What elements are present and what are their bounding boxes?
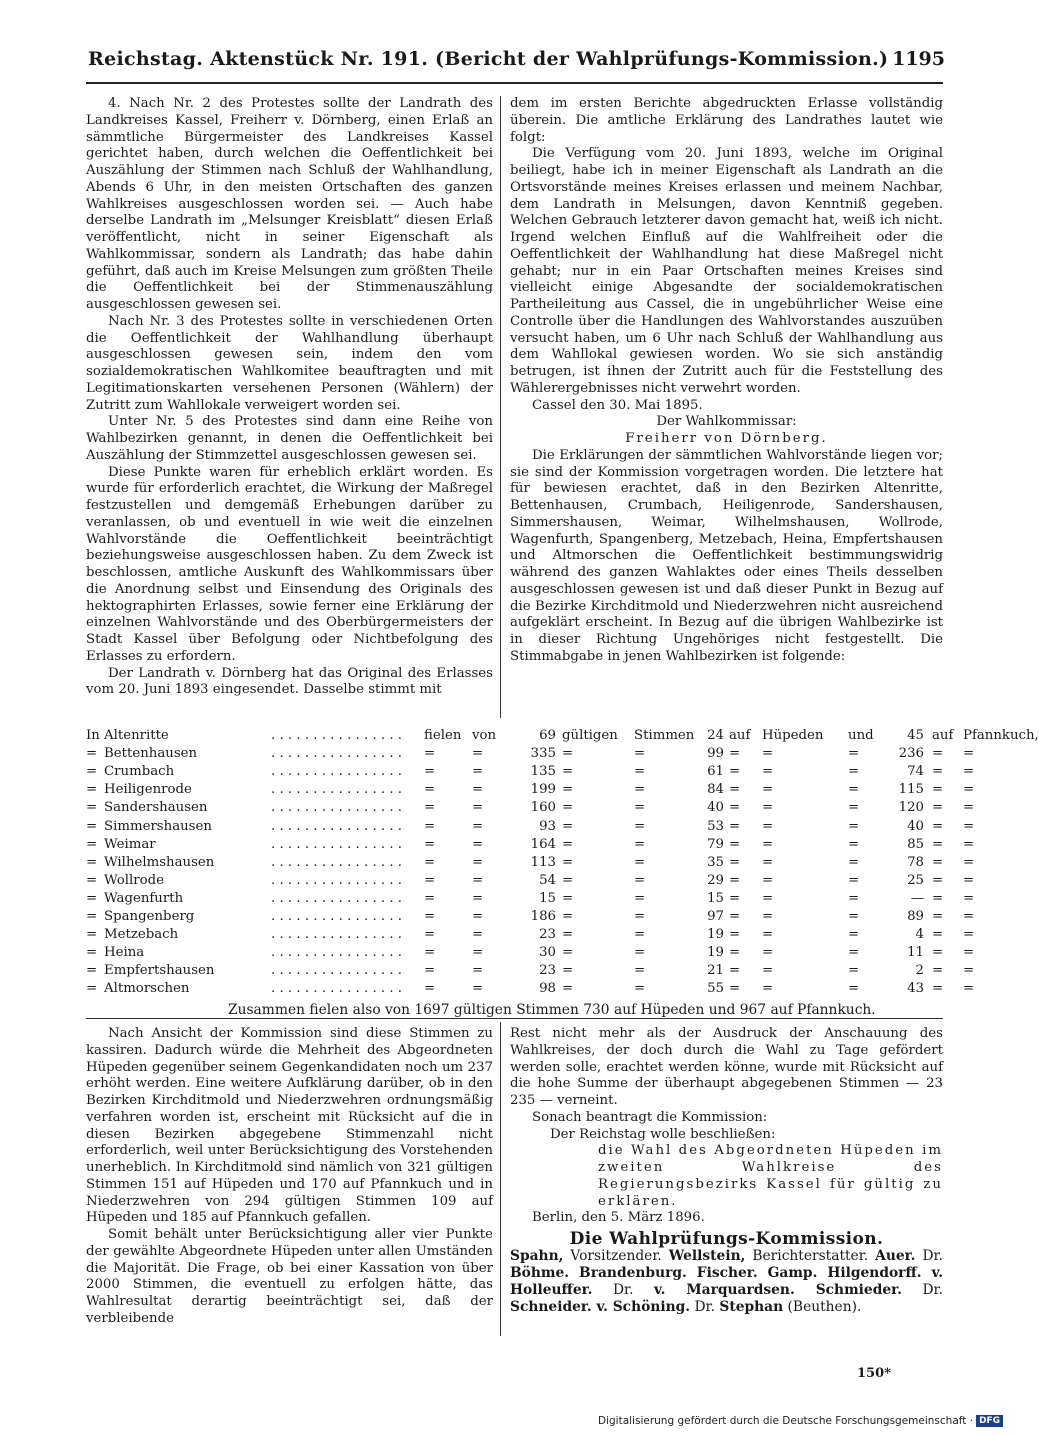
paragraph: Unter Nr. 5 des Protestes sind dann eine Reihe von Wahlbezirken genannt, in denen die Oeffentlichkeit bei Auszählung der Stimmzettel ausgeschlossen gewesen sei. <box>86 414 493 463</box>
hupeden-votes: 79 <box>707 836 724 852</box>
leader-dots: . . . . . . . . . . . . . . . . <box>271 872 403 888</box>
und-cell: = <box>848 872 860 888</box>
page-header <box>60 42 945 76</box>
preposition-cell: von <box>472 728 497 743</box>
preposition-cell: = <box>472 746 484 762</box>
candidate-pfannkuch: = <box>963 927 975 943</box>
und-cell: = <box>848 818 860 834</box>
table-row <box>86 963 975 981</box>
auf-cell: = <box>729 818 741 834</box>
district-name: Wilhelmshausen <box>104 854 215 870</box>
hupeden-votes: 21 <box>707 963 724 979</box>
candidate-pfannkuch: = <box>963 909 975 924</box>
auf-cell: = <box>932 764 944 780</box>
paragraph: dem im ersten Berichte abgedruckten Erlasse vollständig überein. Die amtliche Erklärung des Landrathes lautet wie folgt: <box>510 96 943 145</box>
district-name: Empfertshausen <box>104 963 215 979</box>
signature-name: Freiherr von Dörnberg. <box>625 431 828 446</box>
district-name: Altmorschen <box>104 981 190 997</box>
auf-cell: = <box>729 927 741 943</box>
total-votes: 30 <box>539 945 556 961</box>
auf-cell: = <box>729 872 741 888</box>
total-votes: 335 <box>530 746 556 762</box>
valid-cell: = <box>562 836 574 852</box>
valid-cell: = <box>562 927 574 943</box>
paragraph: Diese Punkte waren für erheblich erklärt worden. Es wurde für erforderlich erachtet, die Wirkung der Maßregel festzustellen und demgemäß Erhebungen darüber zu veranlassen, ob und eventuell in wie weit die einzelnen Wahlvorstände die Oeffentlichkeit beeinträchtigt beziehungsweise ausgeschlossen haben. Zu dem Zweck ist beschlossen, amtliche Auskunft des Wahlkommissars über die Anordnung selbst und Einsendung des Originals des hektographirten Erlasses, sowie ferner eine Erklärung der einzelnen Wahlvorstände und des Oberbürgermeisters der Stadt Kassel über Befolgung oder Nichtbefolgung des Erlasses zu erfordern. <box>86 464 493 664</box>
valid-cell: = <box>562 782 574 798</box>
candidate-hupeden: = <box>762 963 774 979</box>
table-row <box>86 927 975 945</box>
pfannkuch-votes: — <box>910 890 924 906</box>
pfannkuch-votes: 78 <box>907 854 924 870</box>
valid-cell: = <box>562 981 574 997</box>
hupeden-votes: 19 <box>707 945 724 961</box>
verb-cell: = <box>424 764 436 780</box>
hupeden-votes: 84 <box>707 782 724 798</box>
und-cell: = <box>848 981 860 997</box>
total-votes: 69 <box>539 728 556 743</box>
right-column-lower <box>510 1026 943 1316</box>
total-votes: 93 <box>539 818 556 834</box>
candidate-hupeden: = <box>762 836 774 852</box>
hupeden-votes: 29 <box>707 872 724 888</box>
candidate-pfannkuch: = <box>963 945 975 961</box>
table-row <box>86 890 975 909</box>
auf-cell: = <box>932 872 944 888</box>
table-row <box>86 945 975 963</box>
valid-cell: = <box>562 872 574 888</box>
title-prefix: Dr. <box>922 1281 943 1298</box>
running-title: Reichstag. Aktenstück Nr. 191. (Bericht der Wahlprüfungs-Kommission.) <box>88 48 889 70</box>
district-prefix: = <box>86 746 98 762</box>
candidate-pfannkuch: = <box>963 872 975 888</box>
auf-cell: = <box>932 945 944 961</box>
auf-cell: = <box>729 782 741 798</box>
preposition-cell: = <box>472 981 484 997</box>
auf-cell: auf <box>932 728 954 743</box>
votes-word-cell: = <box>634 872 646 888</box>
und-cell: = <box>848 836 860 852</box>
column-divider <box>500 96 501 718</box>
und-cell: = <box>848 800 860 816</box>
auf-cell: = <box>729 909 741 924</box>
und-cell: = <box>848 890 860 906</box>
paragraph: Die Erklärungen der sämmtlichen Wahlvorstände liegen vor; sie sind der Kommission vorgetragen worden. Die letztere hat für bewiesen erachtet, daß in den Bezirken Altenritte, Bettenhausen, Crumbach, Heiligenrode, Sandershausen, Simmershausen, Weimar, Wilhelmshausen, Wollrode, Wagenfurth, Spangenberg, Metzebach, Heina, Empfertshausen und Altmorschen die Oeffentlichkeit bestimmungswidrig während des ganzen Wahlaktes oder eines Theils desselben ausgeschlossen gewesen ist und daß dieser Punkt in Bezug auf die Bezirke Kirchditmold und Niederzwehren nicht ausreichend aufgeklärt erscheint. In Bezug auf die übrigen Wahlbezirke ist in dieser Richtung Ungehöriges nicht festgestellt. Die Stimmabgabe in jenen Wahlbezirken ist folgende: <box>510 447 943 664</box>
title-prefix: Dr. <box>690 1298 720 1315</box>
hupeden-votes: 35 <box>707 854 724 870</box>
verb-cell: = <box>424 927 436 943</box>
table-row <box>86 746 975 764</box>
verb-cell: fielen <box>424 728 462 743</box>
pfannkuch-votes: 11 <box>907 945 924 961</box>
auf-cell: = <box>729 764 741 780</box>
preposition-cell: = <box>472 764 484 780</box>
header-rule <box>86 82 943 84</box>
und-cell: = <box>848 854 860 870</box>
motion-text: die Wahl des Abgeordneten Hüpeden im zweiten Wahlkreise des Regierungsbezirks Kassel für gültig zu erklären. <box>598 1143 943 1209</box>
pfannkuch-votes: 2 <box>915 963 924 979</box>
hupeden-votes: 40 <box>707 800 724 816</box>
paragraph: Der Landrath v. Dörnberg hat das Original des Erlasses vom 20. Juni 1893 eingesendet. Dasselbe stimmt mit <box>86 665 493 698</box>
table-row <box>86 818 975 837</box>
signatory: Böhme. Brandenburg. Fischer. Gamp. Hilgendorff. v. Holleuffer. <box>510 1264 943 1298</box>
leader-dots: . . . . . . . . . . . . . . . . <box>271 927 403 943</box>
und-cell: = <box>848 945 860 961</box>
verb-cell: = <box>424 981 436 997</box>
district-prefix: In <box>86 728 100 743</box>
signatory: Schneider. v. Schöning. <box>510 1298 691 1315</box>
preposition-cell: = <box>472 945 484 961</box>
hupeden-votes: 53 <box>707 818 724 834</box>
district-name: Bettenhausen <box>104 746 198 762</box>
auf-cell: = <box>729 836 741 852</box>
district-name: Sandershausen <box>104 800 208 816</box>
votes-word-cell: = <box>634 800 646 816</box>
auf-cell: = <box>729 981 741 997</box>
preposition-cell: = <box>472 854 484 870</box>
preposition-cell: = <box>472 800 484 816</box>
title-prefix: Dr. <box>922 1247 943 1264</box>
verb-cell: = <box>424 890 436 906</box>
valid-cell: = <box>562 764 574 780</box>
leader-dots: . . . . . . . . . . . . . . . . <box>271 800 403 816</box>
credit-text: Digitalisierung gefördert durch die Deutsche Forschungsgemeinschaft · <box>598 1415 974 1427</box>
place-date: Cassel den 30. Mai 1895. <box>532 397 703 413</box>
vote-summary: Zusammen fielen also von 1697 gültigen Stimmen 730 auf Hüpeden und 967 auf Pfannkuch. <box>228 1002 876 1018</box>
district-prefix: = <box>86 945 98 961</box>
auf-cell: = <box>729 746 741 762</box>
paragraph: Sonach beantragt die Kommission: <box>532 1109 768 1125</box>
district-prefix: = <box>86 890 98 906</box>
signatory: Stephan <box>719 1298 784 1315</box>
votes-word-cell: Stimmen <box>634 728 695 743</box>
total-votes: 23 <box>539 963 556 979</box>
leader-dots: . . . . . . . . . . . . . . . . <box>271 782 403 798</box>
pfannkuch-votes: 236 <box>898 746 924 762</box>
votes-word-cell: = <box>634 854 646 870</box>
votes-word-cell: = <box>634 890 646 906</box>
table-rule <box>86 1018 943 1019</box>
leader-dots: . . . . . . . . . . . . . . . . <box>271 836 403 852</box>
leader-dots: . . . . . . . . . . . . . . . . <box>271 728 403 743</box>
und-cell: = <box>848 963 860 979</box>
votes-word-cell: = <box>634 963 646 979</box>
district-prefix: = <box>86 818 98 834</box>
signature-role: Der Wahlkommissar: <box>656 414 797 430</box>
candidate-hupeden: = <box>762 764 774 780</box>
auf-cell: = <box>932 963 944 979</box>
auf-cell: = <box>932 981 944 997</box>
hupeden-votes: 99 <box>707 746 724 762</box>
candidate-pfannkuch: = <box>963 764 975 780</box>
district-prefix: = <box>86 981 98 997</box>
auf-cell: = <box>729 945 741 961</box>
table-row <box>86 854 975 873</box>
district-prefix: = <box>86 927 98 943</box>
candidate-hupeden: = <box>762 890 774 906</box>
right-column-upper <box>510 96 943 666</box>
signatories <box>510 1248 943 1316</box>
verb-cell: = <box>424 945 436 961</box>
pfannkuch-votes: 40 <box>907 818 924 834</box>
preposition-cell: = <box>472 963 484 979</box>
district-prefix: = <box>86 836 98 852</box>
candidate-pfannkuch: = <box>963 981 975 997</box>
district-name: Simmershausen <box>104 818 212 834</box>
signatory: v. Marquardsen. Schmieder. <box>654 1281 902 1298</box>
verb-cell: = <box>424 854 436 870</box>
auf-cell: auf <box>729 728 751 743</box>
votes-word-cell: = <box>634 981 646 997</box>
verb-cell: = <box>424 782 436 798</box>
district-name: Altenritte <box>104 728 169 743</box>
district-name: Heiligenrode <box>104 782 192 798</box>
auf-cell: = <box>932 782 944 798</box>
candidate-pfannkuch: = <box>963 854 975 870</box>
valid-cell: = <box>562 890 574 906</box>
candidate-pfannkuch: = <box>963 800 975 816</box>
paragraph: 4. Nach Nr. 2 des Protestes sollte der Landrath des Landkreises Kassel, Freiherr v. Dörnberg, einen Erlaß an sämmtliche Bürgermeister des Landkreises Kassel gerichtet haben, durch welchen die Oeffentlichkeit bei Auszählung der Stimmen nach Schluß der Wahlhandlung, Abends 6 Uhr, in den meisten Ortschaften des ganzen Wahlkreises ausgeschlossen worden sei. — Auch habe derselbe Landrath im „Melsunger Kreisblatt“ diesen Erlaß veröffentlicht, nicht in seiner Eigenschaft als Wahlkommissar, sondern als Landrath; das habe dahin geführt, daß auch im Kreise Melsungen zum größten Theile die Oeffentlichkeit bei der Stimmenauszählung ausgeschlossen gewesen sei. <box>86 96 493 312</box>
leader-dots: . . . . . . . . . . . . . . . . <box>271 890 403 906</box>
candidate-pfannkuch: = <box>963 782 975 798</box>
candidate-hupeden: = <box>762 782 774 798</box>
candidate-pfannkuch: Pfannkuch, <box>963 728 1039 743</box>
table-row <box>86 909 975 927</box>
pfannkuch-votes: 4 <box>915 927 924 943</box>
leader-dots: . . . . . . . . . . . . . . . . <box>271 854 403 870</box>
candidate-pfannkuch: = <box>963 836 975 852</box>
und-cell: = <box>848 927 860 943</box>
und-cell: = <box>848 764 860 780</box>
hupeden-votes: 61 <box>707 764 724 780</box>
left-column-upper <box>86 96 493 699</box>
dfg-logo-icon: DFG <box>976 1415 1003 1427</box>
paragraph: Rest nicht mehr als der Ausdruck der Anschauung des Wahlkreises, der doch durch die Wahl zu Tage gefördert werden solle, erachtet werden könne, wurde mit Rücksicht auf die hohe Summe der überhaupt abgegebenen Stimmen — 23 235 — verneint. <box>510 1026 943 1108</box>
auf-cell: = <box>932 818 944 834</box>
pfannkuch-votes: 115 <box>898 782 924 798</box>
signatory-role: Vorsitzender. <box>563 1247 669 1264</box>
district-name: Wollrode <box>104 872 165 888</box>
verb-cell: = <box>424 818 436 834</box>
column-divider <box>500 1022 501 1336</box>
votes-word-cell: = <box>634 746 646 762</box>
votes-word-cell: = <box>634 945 646 961</box>
votes-word-cell: = <box>634 909 646 924</box>
signatory: Wellstein, <box>668 1247 746 1264</box>
hupeden-votes: 97 <box>707 909 724 924</box>
valid-cell: = <box>562 818 574 834</box>
title-prefix: Dr. <box>592 1281 654 1298</box>
preposition-cell: = <box>472 890 484 906</box>
und-cell: und <box>848 728 874 743</box>
table-row <box>86 981 975 999</box>
table-row <box>86 800 975 818</box>
verb-cell: = <box>424 909 436 924</box>
total-votes: 23 <box>539 927 556 943</box>
leader-dots: . . . . . . . . . . . . . . . . <box>271 818 403 834</box>
votes-word-cell: = <box>634 927 646 943</box>
auf-cell: = <box>729 854 741 870</box>
paragraph: Nach Ansicht der Kommission sind diese Stimmen zu kassiren. Dadurch würde die Mehrheit des Abgeordneten Hüpeden gegenüber seinem Gegenkandidaten noch um 237 erhöht werden. Eine weitere Aufklärung darüber, ob in den Bezirken Kirchditmold und Niederzwehren ordnungsmäßig verfahren worden ist, erscheint mit Rücksicht auf die in diesen Bezirken abgegebene Stimmenzahl nicht erforderlich, weil unter Berücksichtigung des Vorstehenden unerheblich. In Kirchditmold sind nämlich von 321 gültigen Stimmen 151 auf Hüpeden und 170 auf Pfannkuch und in Niederzwehren von 294 gültigen Stimmen 109 auf Hüpeden und 185 auf Pfannkuch gefallen. <box>86 1026 493 1226</box>
pfannkuch-votes: 25 <box>907 872 924 888</box>
votes-word-cell: = <box>634 764 646 780</box>
auf-cell: = <box>932 927 944 943</box>
valid-cell: = <box>562 909 574 924</box>
auf-cell: = <box>932 800 944 816</box>
district-name: Heina <box>104 945 145 961</box>
leader-dots: . . . . . . . . . . . . . . . . <box>271 764 403 780</box>
paragraph: Somit behält unter Berücksichtigung aller vier Punkte der gewählte Abgeordnete Hüpeden unter allen Umständen die Majorität. Die Frage, ob bei einer Kassation von über 2000 Stimmen, die eventuell zu erfolgen hätte, das Wahlresultat derartig beeinträchtigt sei, daß der verbleibende <box>86 1227 493 1326</box>
und-cell: = <box>848 909 860 924</box>
signatory-role: Berichterstatter. <box>745 1247 876 1264</box>
page-number: 1195 <box>892 48 945 70</box>
candidate-pfannkuch: = <box>963 963 975 979</box>
total-votes: 186 <box>530 909 556 924</box>
paragraph: Der Reichstag wolle beschließen: <box>550 1126 776 1142</box>
candidate-hupeden: = <box>762 927 774 943</box>
hupeden-votes: 19 <box>707 927 724 943</box>
auf-cell: = <box>729 800 741 816</box>
quoted-declaration: Die Verfügung vom 20. Juni 1893, welche im Original beiliegt, habe ich in meiner Eigenschaft als Landrath an die Ortsvorstände meines Kreises erlassen und meinem Nachbar, dem Landrath in Melsungen, davon Kenntniß gegeben. Welchen Gebrauch letzterer davon gemacht hat, weiß ich nicht. Irgend welchen Einfluß auf die Wahlfreiheit oder die Oeffentlichkeit der Wahlhandlung hat diese Maßregel nicht gehabt; nur in ein Paar Ortschaften meines Kreises sind vielleicht einige Abgesandte der socialdemokratischen Partheileitung aus Cassel, die in ungebührlicher Weise eine Controlle über die Handlungen des Wahlvorstandes auszuüben versucht haben, um 6 Uhr nach Schluß der Wahlhandlung aus dem Wahllokal gewiesen worden. Wo sie sich anständig betrugen, ist ihnen der Zutritt auch für die Feststellung des Wählerergebnisses nicht verwehrt worden. <box>510 146 943 396</box>
table-row <box>86 728 1039 746</box>
pfannkuch-votes: 45 <box>907 728 924 743</box>
district-prefix: = <box>86 909 98 924</box>
pfannkuch-votes: 89 <box>907 909 924 924</box>
candidate-hupeden: = <box>762 746 774 762</box>
hupeden-votes: 24 <box>707 728 724 743</box>
district-name: Metzebach <box>104 927 179 943</box>
verb-cell: = <box>424 963 436 979</box>
auf-cell: = <box>729 963 741 979</box>
pfannkuch-votes: 85 <box>907 836 924 852</box>
district-name: Spangenberg <box>104 909 195 924</box>
total-votes: 164 <box>530 836 556 852</box>
total-votes: 113 <box>530 854 556 870</box>
candidate-hupeden: = <box>762 818 774 834</box>
valid-cell: = <box>562 945 574 961</box>
sheet-mark: 150* <box>857 1366 891 1381</box>
left-column-lower <box>86 1026 493 1328</box>
district-prefix: = <box>86 782 98 798</box>
district-prefix: = <box>86 764 98 780</box>
auf-cell: = <box>932 746 944 762</box>
verb-cell: = <box>424 746 436 762</box>
leader-dots: . . . . . . . . . . . . . . . . <box>271 746 403 762</box>
total-votes: 160 <box>530 800 556 816</box>
preposition-cell: = <box>472 782 484 798</box>
candidate-hupeden: = <box>762 909 774 924</box>
votes-word-cell: = <box>634 782 646 798</box>
district-prefix: = <box>86 872 98 888</box>
table-row <box>86 764 975 782</box>
valid-cell: = <box>562 854 574 870</box>
pfannkuch-votes: 43 <box>907 981 924 997</box>
candidate-hupeden: = <box>762 945 774 961</box>
paragraph: Nach Nr. 3 des Protestes sollte in verschiedenen Orten die Oeffentlichkeit der Wahlhandlung überhaupt ausgeschlossen gewesen sein, indem den vom sozialdemokratischen Wahlkomitee beauftragten und mit Legitimationskarten versehenen Personen (Wählern) der Zutritt zum Wahllokale verweigert worden sei. <box>86 313 493 413</box>
leader-dots: . . . . . . . . . . . . . . . . <box>271 981 403 997</box>
candidate-hupeden: = <box>762 872 774 888</box>
leader-dots: . . . . . . . . . . . . . . . . <box>271 945 403 961</box>
preposition-cell: = <box>472 818 484 834</box>
votes-word-cell: = <box>634 818 646 834</box>
candidate-hupeden: Hüpeden <box>762 728 824 743</box>
auf-cell: = <box>932 836 944 852</box>
place-date: Berlin, den 5. März 1896. <box>532 1210 705 1226</box>
table-row <box>86 836 975 855</box>
leader-dots: . . . . . . . . . . . . . . . . <box>271 963 403 979</box>
hupeden-votes: 15 <box>707 890 724 906</box>
valid-cell: = <box>562 800 574 816</box>
district-name: Weimar <box>104 836 156 852</box>
valid-cell: = <box>562 746 574 762</box>
district-name: Wagenfurth <box>104 890 184 906</box>
valid-cell: = <box>562 963 574 979</box>
candidate-hupeden: = <box>762 854 774 870</box>
und-cell: = <box>848 746 860 762</box>
pfannkuch-votes: 74 <box>907 764 924 780</box>
signatory-place: (Beuthen). <box>783 1298 862 1315</box>
und-cell: = <box>848 782 860 798</box>
valid-cell: gültigen <box>562 728 618 743</box>
total-votes: 98 <box>539 981 556 997</box>
table-row <box>86 782 975 800</box>
total-votes: 15 <box>539 890 556 906</box>
signatory: Auer. <box>875 1247 916 1264</box>
preposition-cell: = <box>472 927 484 943</box>
leader-dots: . . . . . . . . . . . . . . . . <box>271 909 403 924</box>
votes-word-cell: = <box>634 836 646 852</box>
candidate-pfannkuch: = <box>963 818 975 834</box>
district-name: Crumbach <box>104 764 175 780</box>
signatory: Spahn, <box>510 1247 564 1264</box>
candidate-hupeden: = <box>762 981 774 997</box>
commission-title: Die Wahlprüfungs-Kommission. <box>569 1229 884 1249</box>
preposition-cell: = <box>472 909 484 924</box>
verb-cell: = <box>424 872 436 888</box>
total-votes: 135 <box>530 764 556 780</box>
auf-cell: = <box>932 854 944 870</box>
verb-cell: = <box>424 836 436 852</box>
hupeden-votes: 55 <box>707 981 724 997</box>
preposition-cell: = <box>472 872 484 888</box>
total-votes: 199 <box>530 782 556 798</box>
candidate-pfannkuch: = <box>963 746 975 762</box>
verb-cell: = <box>424 800 436 816</box>
candidate-pfannkuch: = <box>963 890 975 906</box>
pfannkuch-votes: 120 <box>898 800 924 816</box>
district-prefix: = <box>86 800 98 816</box>
candidate-hupeden: = <box>762 800 774 816</box>
auf-cell: = <box>932 909 944 924</box>
preposition-cell: = <box>472 836 484 852</box>
auf-cell: = <box>932 890 944 906</box>
auf-cell: = <box>729 890 741 906</box>
table-row <box>86 872 975 891</box>
district-prefix: = <box>86 963 98 979</box>
district-prefix: = <box>86 854 98 870</box>
digitization-credit <box>598 1415 1003 1427</box>
total-votes: 54 <box>539 872 556 888</box>
